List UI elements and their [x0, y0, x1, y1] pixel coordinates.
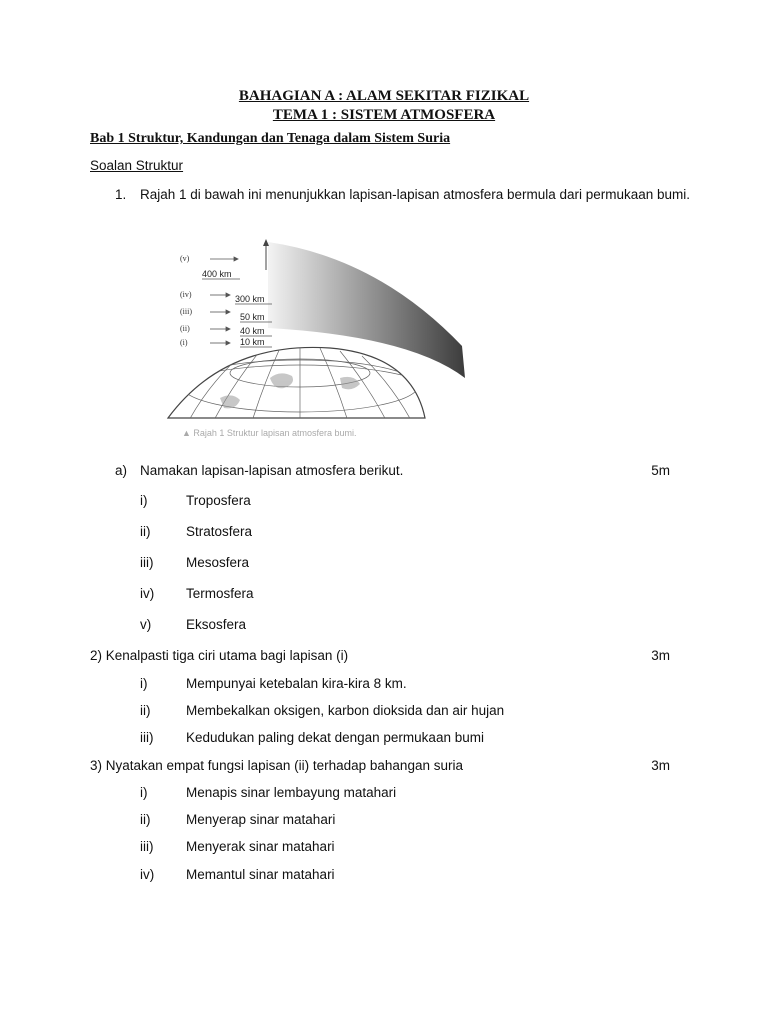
q1-number: 1. — [115, 187, 127, 202]
qa-text: Namakan lapisan-lapisan atmosfera berikut. — [140, 463, 404, 478]
q2-item-text: Membekalkan oksigen, karbon dioksida dan air hujan — [186, 703, 505, 718]
q3-item-text: Menyerak sinar matahari — [186, 839, 335, 854]
q2-item-text: Kedudukan paling dekat dengan permukaan bumi — [186, 730, 484, 745]
qa-label: a) — [115, 463, 128, 478]
atmosphere-diagram — [150, 228, 470, 440]
q3-item-text: Menapis sinar lembayung matahari — [186, 785, 397, 800]
q3-item-number: i) — [140, 785, 148, 800]
q3-item-number: ii) — [140, 812, 151, 827]
chapter-title: Bab 1 Struktur, Kandungan dan Tenaga dalam Sistem Suria — [90, 131, 451, 146]
qa-item-number: iv) — [140, 586, 155, 601]
level-roman-v: (v) — [180, 254, 190, 263]
section-title: Soalan Struktur — [90, 158, 184, 173]
qa-item-text: Eksosfera — [186, 617, 247, 632]
qa-item-text: Stratosfera — [186, 524, 253, 539]
q2-marks: 3m — [651, 648, 670, 663]
level-km-40: 40 km — [240, 326, 265, 336]
q2-item-number: i) — [140, 676, 148, 691]
header-line-1: BAHAGIAN A : ALAM SEKITAR FIZIKAL — [238, 88, 530, 104]
level-km-50: 50 km — [240, 312, 265, 322]
q3-item-text: Memantul sinar matahari — [186, 867, 335, 882]
q3-item-text: Menyerap sinar matahari — [186, 812, 336, 827]
q3-marks: 3m — [651, 758, 670, 773]
level-km-10: 10 km — [240, 337, 265, 347]
level-roman-iv: (iv) — [180, 290, 192, 299]
q1-text: Rajah 1 di bawah ini menunjukkan lapisan-lapisan atmosfera bermula dari permukaan bumi. — [140, 187, 691, 202]
qa-item-text: Termosfera — [186, 586, 254, 601]
q3-item-number: iii) — [140, 839, 154, 854]
q3-item-number: iv) — [140, 867, 155, 882]
q3-text: 3) Nyatakan empat fungsi lapisan (ii) terhadap bahangan suria — [90, 758, 463, 773]
atmosphere-figure — [150, 228, 470, 440]
q2-item-number: iii) — [140, 730, 154, 745]
level-roman-iii: (iii) — [180, 307, 192, 316]
q2-item-number: ii) — [140, 703, 151, 718]
qa-item-number: iii) — [140, 555, 154, 570]
level-roman-i: (i) — [180, 338, 188, 347]
level-km-300: 300 km — [235, 294, 265, 304]
qa-item-number: ii) — [140, 524, 151, 539]
qa-marks: 5m — [651, 463, 670, 478]
figure-caption: ▲ Rajah 1 Struktur lapisan atmosfera bumi. — [182, 428, 357, 438]
qa-item-number: i) — [140, 493, 148, 508]
q2-item-text: Mempunyai ketebalan kira-kira 8 km. — [186, 676, 407, 691]
qa-item-text: Mesosfera — [186, 555, 250, 570]
header-line-2: TEMA 1 : SISTEM ATMOSFERA — [272, 107, 496, 123]
level-km-400: 400 km — [202, 269, 232, 279]
qa-item-text: Troposfera — [186, 493, 251, 508]
qa-item-number: v) — [140, 617, 152, 632]
level-roman-ii: (ii) — [180, 324, 190, 333]
q2-text: 2) Kenalpasti tiga ciri utama bagi lapisan (i) — [90, 648, 349, 663]
